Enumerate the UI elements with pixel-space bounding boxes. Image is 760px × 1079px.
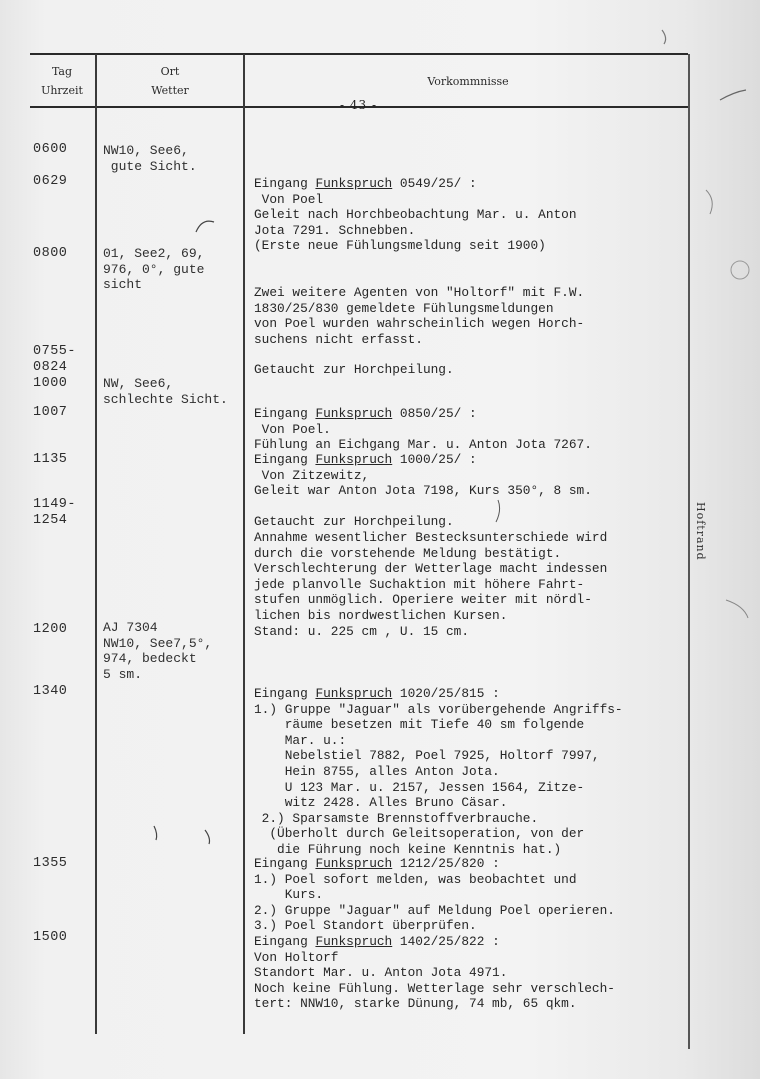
time-1000: 1000: [33, 376, 68, 391]
ort-1200: AJ 7304 NW10, See7,5°, 974, bedeckt 5 sm.: [103, 620, 213, 682]
time-1500: 1500: [33, 930, 68, 945]
time-0755-0824: 0755- 0824: [33, 344, 77, 375]
entry-1000: Getaucht zur Horchpeilung.: [254, 362, 454, 377]
time-0629: 0629: [33, 174, 68, 189]
entry-1340: Eingang Funkspruch 1020/25/815 : 1.) Gruppe "Jaguar" als vorübergehende Angriffs- räume besetzen mit Tiefe 40 sm folgende Mar. u.: Nebelstiel 7882, Poel 7925, Holtorf 7997, Hein 8755, alles Anton Jota. U 123 Mar. u. 2157, Jessen 1564, Zitze- witz 2428. Alles Bruno Cäsar. 2.) Sparsamste Brennstoffverbrauche. (Überholt durch Geleitsoperation, von der die Führung noch keine Kenntnis hat.): [254, 686, 623, 857]
entry-1500: Eingang Funkspruch 1402/25/822 : Von Holtorf Standort Mar. u. Anton Jota 4971. Noch keine Fühlung. Wetterlage sehr verschlech- tert: NNW10, starke Dünung, 74 mb, 65 qkm.: [254, 934, 615, 1012]
time-1200: 1200: [33, 622, 68, 637]
time-0800: 0800: [33, 246, 68, 261]
time-1149-1254: 1149- 1254: [33, 497, 77, 528]
time-1007: 1007: [33, 405, 68, 420]
time-1355: 1355: [33, 856, 68, 871]
header-vorkommnisse: Vorkommnisse: [427, 75, 509, 88]
entry-1355: Eingang Funkspruch 1212/25/820 : 1.) Poel sofort melden, was beobachtet und Kurs. 2.) Gruppe "Jaguar" auf Meldung Poel operieren. 3.) Poel Standort überprüfen.: [254, 856, 615, 934]
page-number: - 43 -: [340, 98, 378, 112]
ort-0600: NW10, See6, gute Sicht.: [103, 143, 197, 174]
time-1340: 1340: [33, 684, 68, 699]
time-1135: 1135: [33, 452, 68, 467]
entry-1135: Eingang Funkspruch 1000/25/ : Von Zitzewitz, Geleit war Anton Jota 7198, Kurs 350°, 8 sm.: [254, 452, 592, 499]
time-0600: 0600: [33, 142, 68, 157]
header-tag-uhrzeit: Tag Uhrzeit: [41, 65, 83, 97]
entry-1149: Getaucht zur Horchpeilung.: [254, 514, 454, 529]
hoftrand-label: Hoftrand: [694, 502, 707, 561]
header-ort-wetter: Ort Wetter: [151, 65, 189, 97]
ort-0800: 01, See2, 69, 976, 0°, gute sicht: [103, 246, 205, 292]
entry-zwei-weitere: Zwei weitere Agenten von "Holtorf" mit F.W. 1830/25/830 gemeldete Fühlungsmeldungen von Poel wurden wahrscheinlich wegen Horch- suchens nicht erfasst.: [254, 285, 585, 347]
entry-0629: Eingang Funkspruch 0549/25/ : Von Poel Geleit nach Horchbeobachtung Mar. u. Anton Jota 7291. Schnebben. (Erste neue Fühlungsmeldung seit 1900): [254, 176, 577, 254]
entry-1007: Eingang Funkspruch 0850/25/ : Von Poel. Fühlung an Eichgang Mar. u. Anton Jota 7267.: [254, 406, 592, 453]
entry-annahme: Annahme wesentlicher Bestecksunterschiede wird durch die vorstehende Meldung bestätigt. Verschlechterung der Wetterlage macht indessen jede planvolle Suchaktion mit höhere Fahrt- stufen unmöglich. Operiere weiter mit nördl- lichen bis nordwestlichen Kursen. Stand: u. 225 cm , U. 15 cm.: [254, 530, 608, 639]
ort-1000: NW, See6, schlechte Sicht.: [103, 376, 228, 407]
